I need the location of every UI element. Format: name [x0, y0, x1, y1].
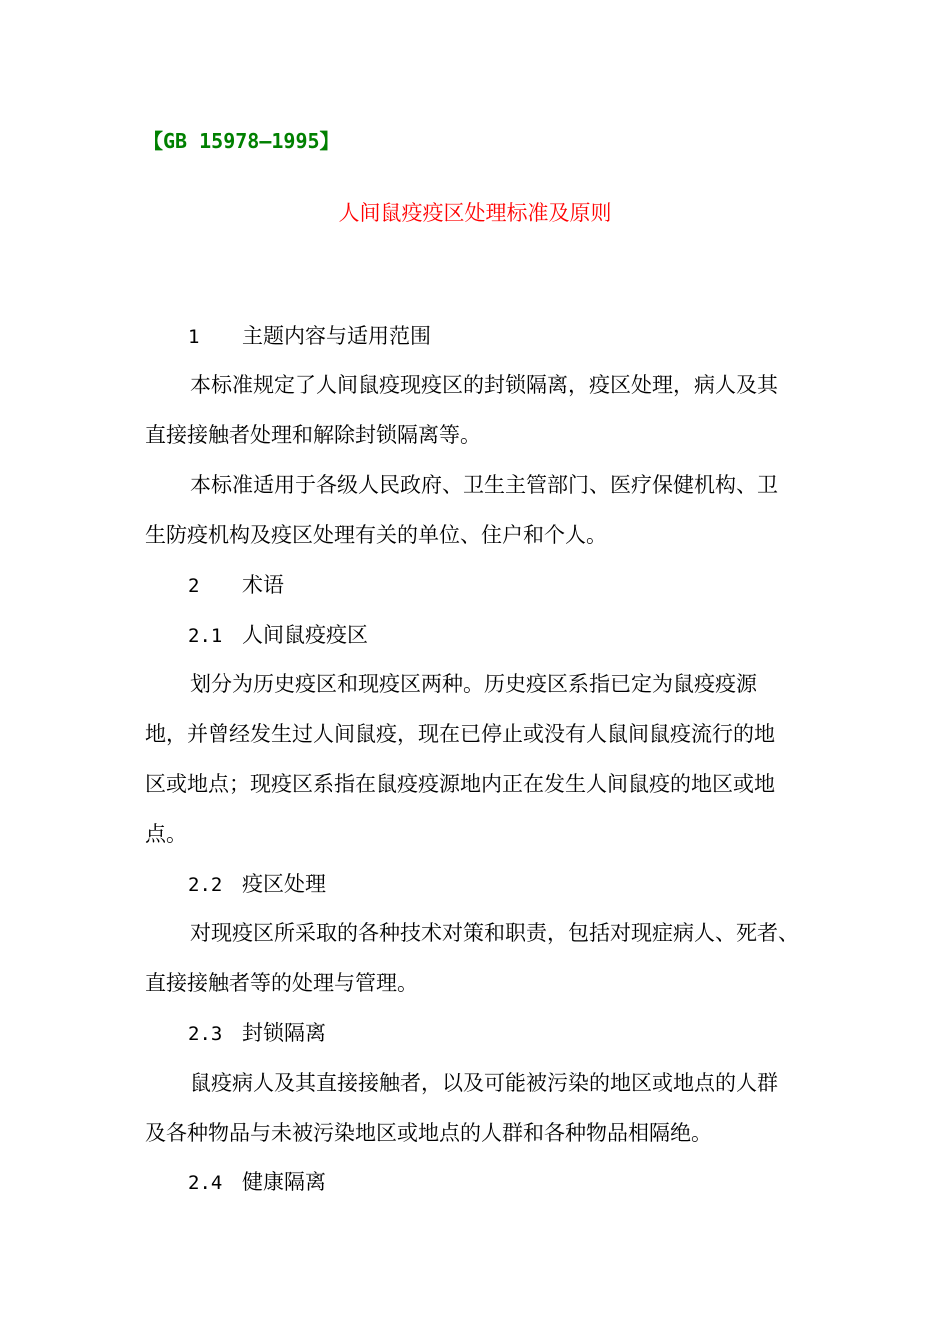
paragraph-line: 划分为历史疫区和现疫区两种。历史疫区系指已定为鼠疫疫源: [190, 672, 757, 696]
paragraph-line: 直接接触者处理和解除封锁隔离等。: [145, 423, 481, 447]
paragraph-line: 生防疫机构及疫区处理有关的单位、住户和个人。: [145, 523, 607, 547]
section-heading-text: 疫区处理: [242, 872, 326, 896]
section-number: 2.3: [188, 1023, 223, 1045]
section-heading-text: 术语: [242, 573, 284, 597]
section-heading-2-3: [188, 1018, 326, 1049]
paragraph-line: 本标准规定了人间鼠疫现疫区的封锁隔离，疫区处理，病人及其: [190, 373, 778, 397]
section-heading-2-4: [188, 1167, 326, 1198]
section-number: 2.4: [188, 1172, 223, 1194]
section-heading-text: 封锁隔离: [242, 1021, 326, 1045]
paragraph-line: 对现疫区所采取的各种技术对策和职责，包括对现症病人、死者、: [190, 921, 799, 945]
paragraph-line: 鼠疫病人及其直接接触者，以及可能被污染的地区或地点的人群: [190, 1071, 778, 1095]
paragraph-line: 及各种物品与未被污染地区或地点的人群和各种物品相隔绝。: [145, 1121, 712, 1145]
section-heading-text: 健康隔离: [242, 1170, 326, 1194]
section-heading-2-2: [188, 869, 326, 900]
section-number: 2.2: [188, 874, 223, 896]
section-heading-text: 人间鼠疫疫区: [242, 623, 368, 647]
section-number: 2.1: [188, 625, 223, 647]
document-title: 人间鼠疫疫区处理标准及原则: [338, 201, 612, 225]
paragraph-line: 直接接触者等的处理与管理。: [145, 971, 418, 995]
paragraph-line: 本标准适用于各级人民政府、卫生主管部门、医疗保健机构、卫: [190, 473, 778, 497]
section-heading-2-1: [188, 620, 368, 651]
section-heading-text: 主题内容与适用范围: [242, 324, 431, 348]
paragraph-line: 点。: [145, 822, 187, 846]
section-heading-1: [188, 321, 431, 352]
section-number: 1: [188, 326, 200, 348]
standard-code: 【GB 15978—1995】: [143, 129, 340, 153]
section-heading-2: [188, 570, 284, 601]
paragraph-line: 地，并曾经发生过人间鼠疫，现在已停止或没有人鼠间鼠疫流行的地: [145, 722, 775, 746]
section-number: 2: [188, 575, 200, 597]
paragraph-line: 区或地点；现疫区系指在鼠疫疫源地内正在发生人间鼠疫的地区或地: [145, 772, 775, 796]
